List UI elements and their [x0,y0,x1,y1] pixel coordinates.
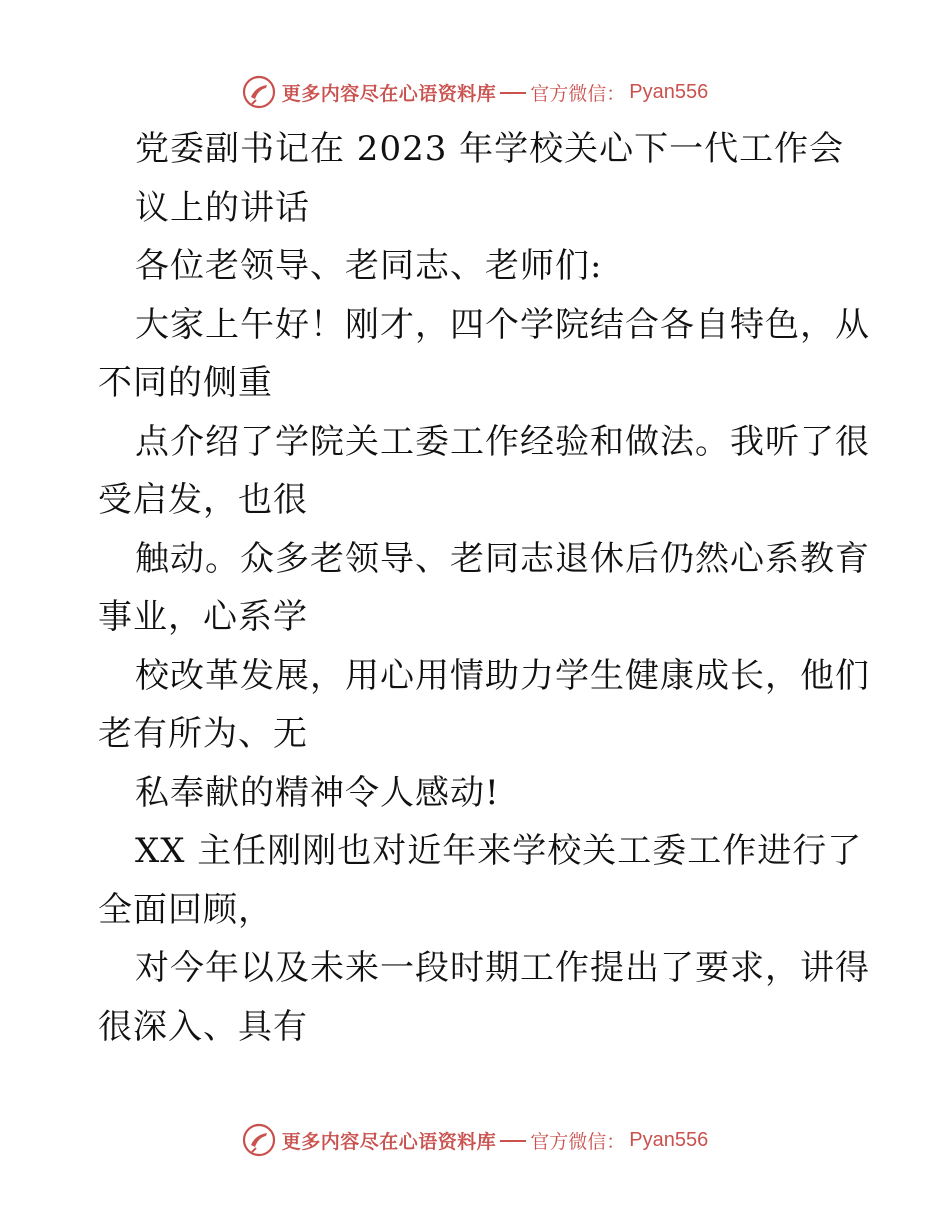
paragraph-line: 受启发，也很 [98,480,308,520]
header-wechat-label: 官方微信： [530,82,626,105]
paragraph-line: 不同的侧重 [98,363,273,403]
title-line-1: 党委副书记在 2023 年学校关心下一代工作会 [135,129,845,169]
footer-dash [500,1140,526,1142]
paragraph-line: 私奉献的精神令人感动! [135,772,500,813]
paragraph-line: 对今年以及未来一段时期工作提出了要求，讲得 [135,948,870,988]
paragraph-line: 全面回顾， [98,889,273,930]
paragraph-line: 触动。众多老领导、老同志退休后仍然心系教育 [135,538,870,579]
paragraph-line: 大家上午好！刚才，四个学院结合各自特色，从 [135,304,870,345]
footer-banner [0,1120,950,1160]
paragraph-line: 事业，心系学 [98,597,308,637]
header-brand-text: 更多内容尽在心语资料库 [281,82,497,105]
footer-wechat-label: 官方微信： [530,1130,626,1153]
paragraph-line: XX 主任刚刚也对近年来学校关工委工作进行了 [135,831,863,871]
header-dash [500,92,526,94]
header-wechat-id: Pyan556 [629,80,709,103]
paragraph-line: 很深入、具有 [98,1006,308,1047]
paragraph-line: 老有所为、无 [98,714,308,754]
paragraph-line: 点介绍了学院关工委工作经验和做法。我听了很 [135,421,870,462]
book-logo-icon [242,1123,276,1157]
paragraph-line: 校改革发展，用心用情助力学生健康成长，他们 [135,655,870,696]
footer-brand-text: 更多内容尽在心语资料库 [281,1130,497,1153]
title-line-2: 议上的讲话 [135,187,310,228]
book-logo-icon [242,75,276,109]
header-banner [0,72,950,112]
document-body [98,120,868,1056]
footer-wechat-id: Pyan556 [629,1128,709,1151]
salutation-line: 各位老领导、老同志、老师们: [135,246,603,286]
